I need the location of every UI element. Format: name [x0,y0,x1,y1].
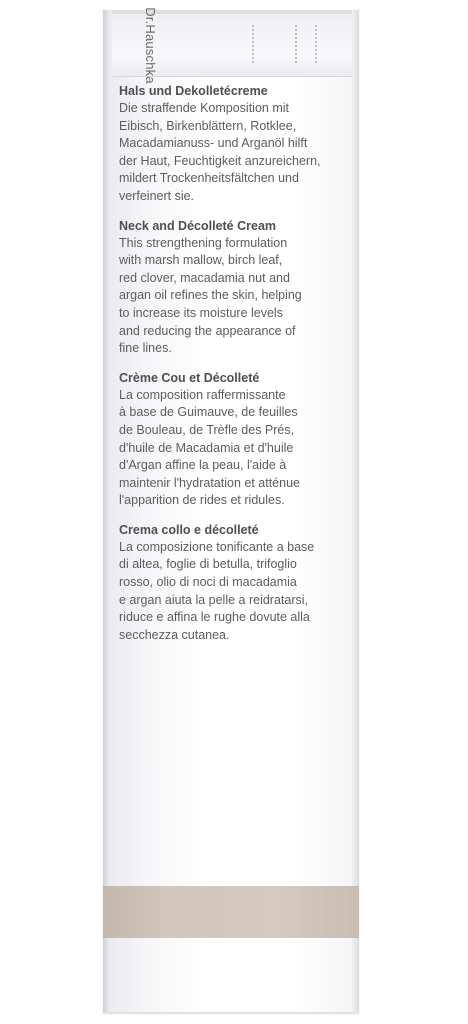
flap-fine-print [247,20,259,70]
flap-fine-print [310,20,322,70]
section-german [119,82,349,206]
box-top-flap [112,6,352,84]
box-bottom-edge [103,1012,359,1014]
brand-logo [120,6,180,84]
section-heading: Hals und Dekolletécreme [119,84,268,98]
section-heading: Crème Cou et Décolleté [119,370,260,385]
section-french [119,369,349,510]
box-right-edge [352,10,359,1014]
flap-fine-print [290,20,302,70]
box-left-edge [103,10,109,1014]
section-heading: Neck and Décolleté Cream [119,218,277,233]
brand-logo-text: Dr.Hauschka [142,6,158,84]
section-body: La composizione tonificante a base di altea, foglie di betulla, trifoglio rosso, olio di noci di macadamia e argan aiuta la pelle a reidratarsi, riduce e affina le rughe dovute alla secchezza cutanea. [119,539,315,642]
section-body: Die straffende Komposition mit Eibisch, Birkenblättern, Rotklee, Macadamianuss- und Arganöl hilft der Haut, Feuchtigkeit anzureichern, mildert Trockenheitsfältchen und verfeinert sie. [119,101,321,203]
product-description [119,82,349,655]
section-body: This strengthening formulation with marsh mallow, birch leaf, red clover, macadamia nut and argan oil refines the skin, helping to increase its moisture levels and reducing the appearance of fine lines. [119,235,302,356]
section-heading: Crema collo e décolleté [119,522,259,537]
section-english [119,217,349,358]
section-italian [119,521,349,645]
section-body: La composition raffermissante à base de Guimauve, de feuilles de Bouleau, de Trèfle des Prés, d'huile de Macadamia et d'huile d'Argan affine la peau, l'aide à maintenir l'hydratation et atténue l'apparition de rides et ridules. [119,387,300,508]
color-band [103,886,359,938]
